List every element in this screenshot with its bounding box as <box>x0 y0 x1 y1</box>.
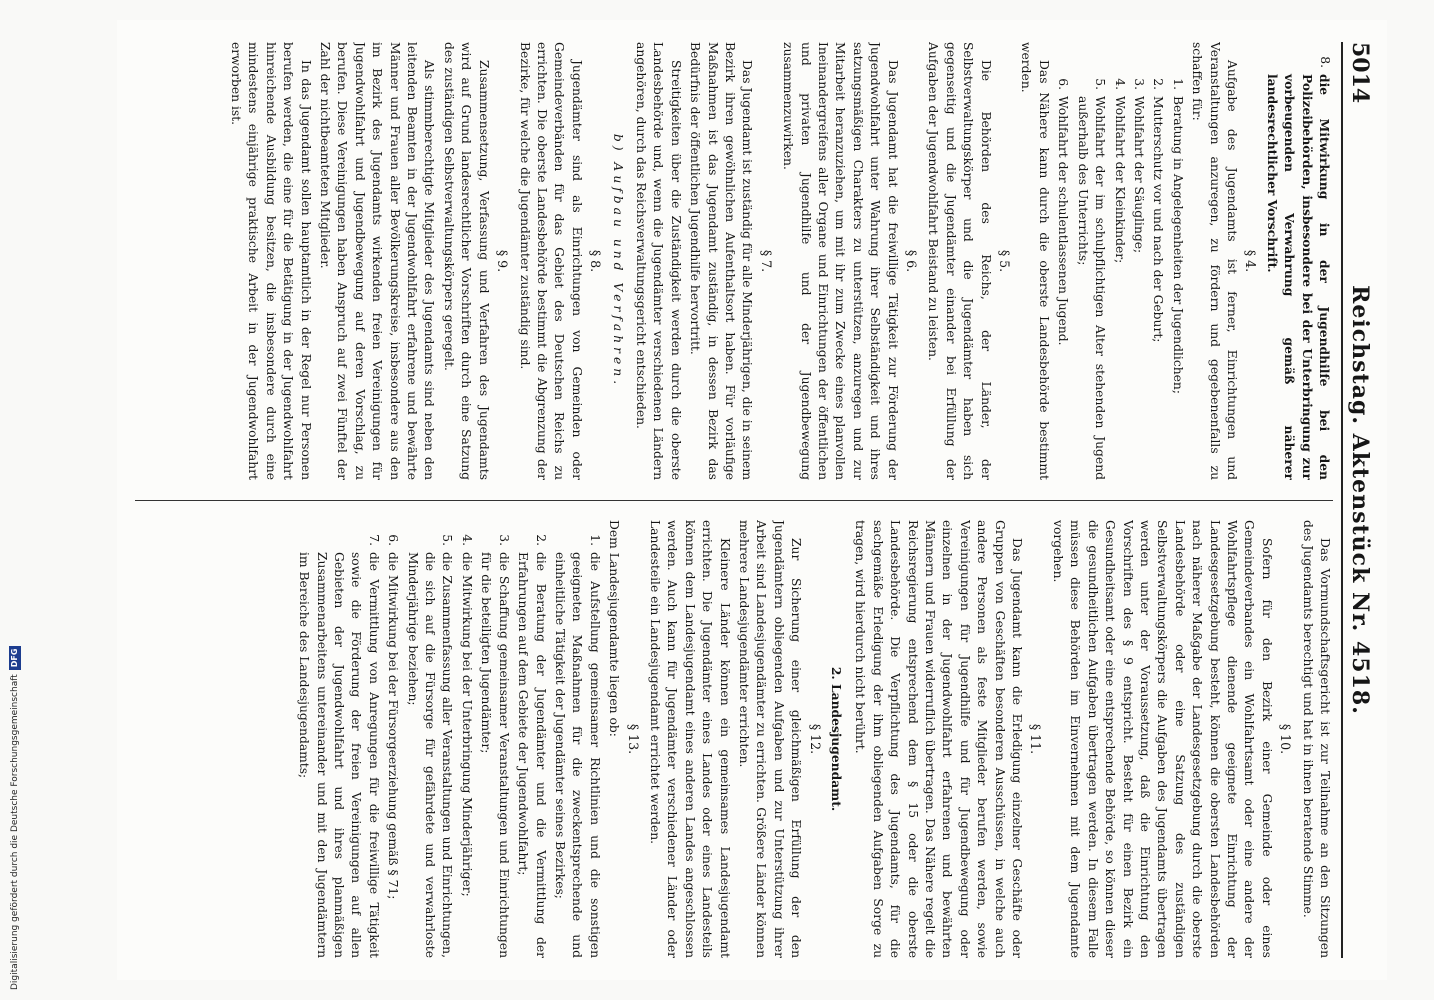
paragraph: Kleinere Länder können ein gemeinsames Landesjugendamt errichten. Die Jugendämter eines Landes oder eines Landesteils können dem Landesjugendamt eines anderen Landes angeschlossen werden. Auch kann für Jugendämter verschiedener Länder oder Landesteile ein Landesjugendamt errichtet werden. <box>647 520 732 958</box>
list-item: 3. die Schaffung gemeinsamer Veranstaltungen und Einrichtungen für die beteiligten Jugendämter; <box>479 534 511 958</box>
list-item: 2. Mutterschutz vor und nach der Geburt; <box>1151 78 1166 343</box>
section-heading-8: § 8. <box>588 249 604 273</box>
list-item: 1. die Aufstellung gemeinsamer Richtlinien und die sonstigen geeigneten Maßnahmen für die zweckentsprechende und einheitliche Tätigkeit der Jugendämter seines Bezirkes; <box>552 534 602 958</box>
section-heading-9: § 9. <box>495 249 511 273</box>
paragraph: Das Nähere kann durch die oberste Landesbehörde bestimmt werden. <box>1019 42 1051 480</box>
section-heading-5: § 5. <box>997 249 1013 273</box>
paragraph: Aufgabe des Jugendamts ist ferner, Einrichtungen und Veranstaltungen anzuregen, zu fördern und gegebenenfalls zu schaffen für: <box>1190 42 1239 480</box>
page-title: Reichstag. Aktenstück Nr. 4518. <box>1347 285 1373 715</box>
right-column <box>135 520 1333 958</box>
subsection-heading: b) Aufbau und Verfahren. <box>610 133 625 389</box>
list-item: 7. die Vermittlung von Anregungen für die freiwillige Tätigkeit sowie die Förderung der freien Vereinigungen auf allen Gebieten der Jugendwohlfahrt und ihres planmäßigen Zusammenarbeitens untereinander und mit den Jugendämtern im Bereiche des Landesjugendamts; <box>297 534 381 958</box>
list-item: 4. Wohlfahrt der Kleinkinder; <box>1112 78 1127 264</box>
list-item: 3. Wohlfahrt der Säuglinge; <box>1131 78 1146 254</box>
paragraph: Zusammensetzung, Verfassung und Verfahren des Jugendamts wird auf Grund landesrechtlicher Vorschriften durch eine Satzung des zuständigen Selbstverwaltungskörpers geregelt. <box>441 42 491 480</box>
list-item: 6. die Mitwirkung bei der Fürsorgeerziehung gemäß § 71; <box>386 534 401 900</box>
dfg-logo: DFG <box>9 646 21 671</box>
list-item: 5. die Zusammenfassung aller Veranstaltungen und Einrichtungen, die sich auf die Fürsorge für gefährdete und verwahrloste Minderjährige beziehen; <box>405 534 455 958</box>
section-heading-13: § 13. <box>625 723 641 755</box>
list-item: 5. Wohlfahrt der im schulpflichtigen Alter stehenden Jugend außerhalb des Unterrichts; <box>1075 78 1108 480</box>
paragraph: Zur Sicherung einer gleichmäßigen Erfüllung der den Jugendämtern obliegenden Aufgaben und zur Unterstützung ihrer Arbeit sind Landesjugendämter zu errichten. Größere Länder können mehrere Landesjugendämter errichten. <box>737 520 804 958</box>
digitization-credit <box>8 600 22 990</box>
paragraph: Als stimmberechtigte Mitglieder des Jugendamts sind neben den leitenden Beamten in der Jugendwohlfahrt erfahrene und bewährte Männer und Frauen aller Bevölkerungskreise, insbesondere aus den im Bezirk des Jugendamts wirkenden freien Vereinigungen für Jugendwohlfahrt und Jugendbewegung auf deren Vorschlag, zu berufen. Diese Vereinigungen haben Anspruch auf zwei Fünftel der Zahl der nichtbeamteten Mitglieder. <box>318 42 437 480</box>
paragraph: In das Jugendamt sollen hauptamtlich in der Regel nur Personen berufen werden, die eine für die Betätigung in der Jugendwohlfahrt hinreichende Ausbildung besitzen, die insbesondere durch eine mindestens einjährige praktische Arbeit in der Jugendwohlfahrt erworben ist. <box>229 42 313 480</box>
list-item: 1. Beratung in Angelegenheiten der Jugendlichen; <box>1170 78 1185 394</box>
paragraph: Das Jugendamt hat die freiwillige Tätigkeit zur Förderung der Jugendwohlfahrt unter Wahrung ihrer Selbständigkeit und ihres satzungsmäßigen Charakters zu unterstützen, anzuregen und zur Mitarbeit heranzuziehen, um mit ihr zum Zwecke eines planvollen Ineinandergreifens aller Organe und Einrichtungen der öffentlichen und privaten Jugendhilfe und der Jugendbewegung zusammenzuwirken. <box>781 42 900 480</box>
part-heading: 2. Landesjugendamt. <box>829 666 845 812</box>
paragraph: Sofern für den Bezirk einer Gemeinde oder eines Gemeindeverbandes ein Wohlfahrtsamt oder eine andere der Wohlfahrtspflege dienende geeignete Einrichtung der Landesgesetzgebung besteht, können die obersten Landesbehörden nach näherer Maßgabe der Landesgesetzgebung durch die oberste Landesbehörde oder eine Satzung des zuständigen Selbstverwaltungskörpers die Aufgaben des Jugendamts übertragen werden unter der Voraussetzung, daß die Einrichtung den Vorschriften des § 9 entspricht. Besteht für einen Bezirk ein Gesundheitsamt oder eine entsprechende Behörde, so können dieser die gesundheitlichen Aufgaben übertragen werden. In diesem Falle müssen diese Behörden im Einvernehmen mit dem Jugendamte vorgehen. <box>1050 520 1274 958</box>
list-item: 6. Wohlfahrt der schulentlassenen Jugend. <box>1056 78 1071 346</box>
left-column <box>135 42 1333 480</box>
paragraph: Streitigkeiten über die Zuständigkeit werden durch die oberste Landesbehörde und, wenn die Jugendämter verschiedenen Ländern angehören, durch das Reichsverwaltungsgericht entschieden. <box>633 42 683 480</box>
section-heading-10: § 10. <box>1278 723 1294 755</box>
list-item: 8. die Mitwirkung in der Jugendhilfe bei den Polizeibehörden, insbesondere bei der Unterbringung zur vorbeugenden Verwahrung gemäß näherer landesrechtlicher Vorschrift. <box>1264 56 1332 480</box>
paragraph: Die Behörden des Reichs, der Länder, der Selbstverwaltungskörper und die Jugendämter haben sich gegenseitig und die Jugendämter einander bei Erfüllung der Aufgaben der Jugendwohlfahrt Beistand zu leisten. <box>926 42 993 480</box>
paragraph: Das Jugendamt ist zuständig für alle Minderjährigen, die in seinem Bezirk ihren gewöhnlichen Aufenthaltsort haben. Für vorläufige Maßnahmen ist das Jugendamt zuständig, in dessen Bezirk das Bedürfnis der öffentlichen Jugendhilfe hervortritt. <box>688 42 755 480</box>
list-item: 2. die Beratung der Jugendämter und die Vermittlung der Erfahrungen auf dem Gebiete der Jugendwohlfahrt; <box>516 534 548 958</box>
paragraph: Jugendämter sind als Einrichtungen von Gemeinden oder Gemeindeverbänden für das Gebiet des Deutschen Reichs zu errichten. Die oberste Landesbehörde bestimmt die Abgrenzung der Bezirke, für welche die Jugendämter zuständig sind. <box>517 42 584 480</box>
list-item: 4. die Mitwirkung bei der Unterbringung Minderjähriger; <box>459 534 474 897</box>
page-header <box>1341 42 1377 958</box>
rotated-document-page <box>117 20 1387 980</box>
section-heading-6: § 6. <box>904 249 920 273</box>
section-heading-7: § 7. <box>758 249 774 273</box>
section-heading-12: § 12. <box>807 723 823 755</box>
paragraph: Dem Landesjugendamte liegen ob: <box>607 520 622 737</box>
column-divider <box>135 500 1333 501</box>
credit-text: Digitalisierung gefördert durch die Deutsche Forschungsgemeinschaft <box>10 674 20 990</box>
section-heading-11: § 11. <box>1028 723 1044 755</box>
paragraph: Das Jugendamt kann die Erledigung einzelner Geschäfte oder Gruppen von Geschäften besonderen Ausschüssen, in welche auch andere Personen als feste Mitglieder berufen werden, sowie Vereinigungen für Jugendhilfe und für Jugendbewegung oder einzelnen in der Jugendwohlfahrt erfahrenen und bewährten Männern und Frauen widerruflich übertragen. Das Nähere regelt die Reichsregierung entsprechend dem § 15 oder die oberste Landesbehörde. Die Verpflichtung des Jugendamts, für die sachgemäße Erledigung der ihm obliegenden Aufgaben Sorge zu tragen, wird hierdurch nicht berührt. <box>853 520 1025 958</box>
paragraph: Das Vormundschaftsgericht ist zur Teilnahme an den Sitzungen des Jugendamts berechtigt und hat in ihnen beratende Stimme. <box>1300 520 1332 958</box>
section-heading-4: § 4. <box>1243 249 1259 273</box>
page-number: 5014 <box>1347 42 1373 104</box>
